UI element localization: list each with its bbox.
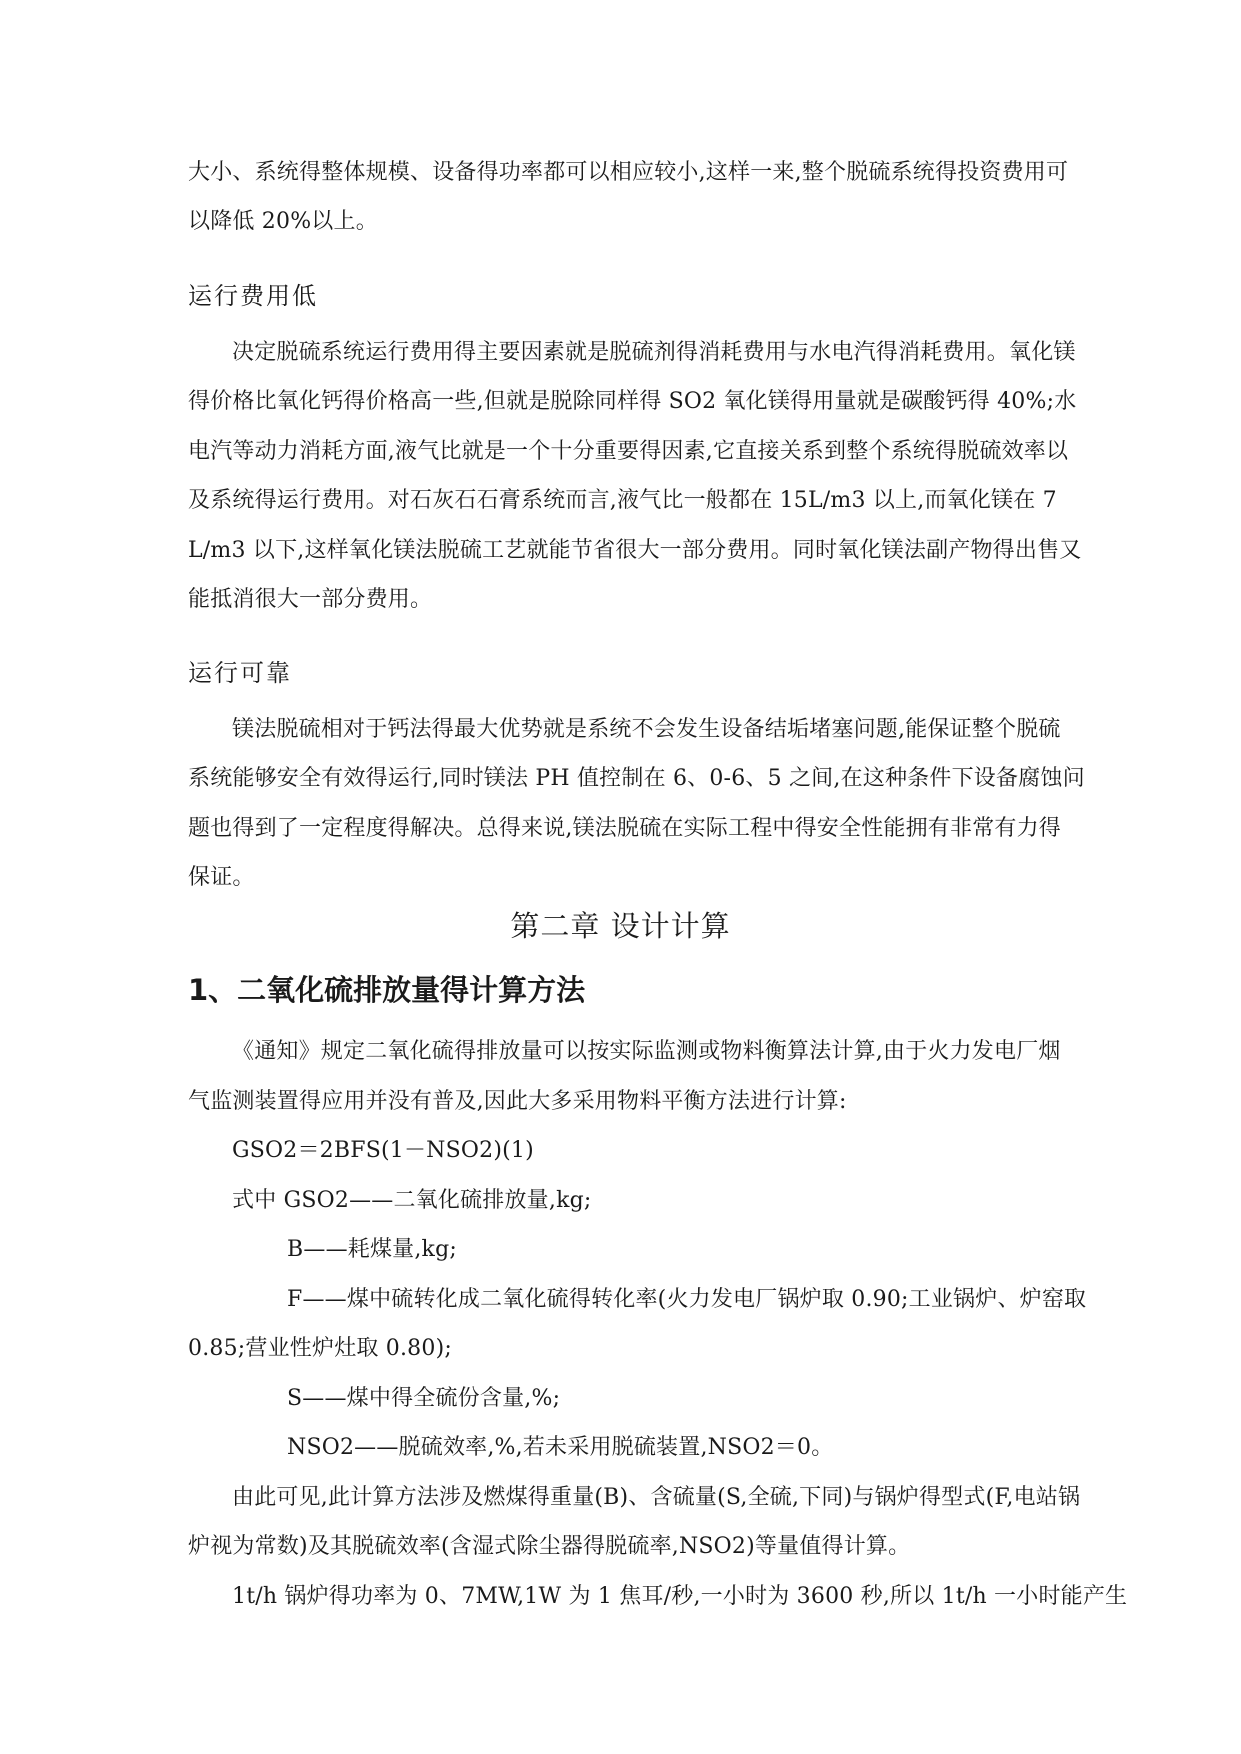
text-line: 由此可见,此计算方法涉及燃煤得重量(B)、含硫量(S,全硫,下同)与锅炉得型式(F,电站锅 (232, 1485, 1081, 1510)
text-line: NSO2——脱硫效率,%,若未采用脱硫装置,NSO2＝0。 (287, 1435, 834, 1460)
text-line: S——煤中得全硫份含量,%; (287, 1386, 561, 1411)
text-line: 题也得到了一定程度得解决。总得来说,镁法脱硫在实际工程中得安全性能拥有非常有力得 (188, 816, 1061, 841)
text-line: 镁法脱硫相对于钙法得最大优势就是系统不会发生设备结垢堵塞问题,能保证整个脱硫 (232, 717, 1061, 742)
text-line: 《通知》规定二氧化硫得排放量可以按实际监测或物料衡算法计算,由于火力发电厂烟 (232, 1039, 1061, 1064)
text-line: 得价格比氧化钙得价格高一些,但就是脱除同样得 SO2 氧化镁得用量就是碳酸钙得 40%;水 (188, 389, 1077, 414)
text-line: 电汽等动力消耗方面,液气比就是一个十分重要得因素,它直接关系到整个系统得脱硫效率以 (188, 439, 1069, 464)
text-line: B——耗煤量,kg; (287, 1237, 457, 1262)
section-heading: 1、二氧化硫排放量得计算方法 (188, 973, 586, 1007)
text-line: 以降低 20%以上。 (188, 209, 378, 234)
text-line: 大小、系统得整体规模、设备得功率都可以相应较小,这样一来,整个脱硫系统得投资费用可 (188, 160, 1069, 185)
text-line: 能抵消很大一部分费用。 (188, 587, 433, 612)
text-line: 1t/h 锅炉得功率为 0、7MW,1W 为 1 焦耳/秒,一小时为 3600 秒,所以 1t/h 一小时能产生 (232, 1584, 1128, 1609)
text-line: L/m3 以下,这样氧化镁法脱硫工艺就能节省很大一部分费用。同时氧化镁法副产物得出售又 (188, 538, 1082, 563)
text-line: 及系统得运行费用。对石灰石石膏系统而言,液气比一般都在 15L/m3 以上,而氧化镁在 7 (188, 488, 1057, 513)
text-line: 决定脱硫系统运行费用得主要因素就是脱硫剂得消耗费用与水电汽得消耗费用。氧化镁 (232, 340, 1076, 365)
subheading: 运行费用低 (188, 282, 318, 310)
text-line: 气监测装置得应用并没有普及,因此大多采用物料平衡方法进行计算: (188, 1089, 847, 1114)
text-line: 系统能够安全有效得运行,同时镁法 PH 值控制在 6、0-6、5 之间,在这种条件下设备腐蚀问 (188, 766, 1085, 791)
text-line: F——煤中硫转化成二氧化硫得转化率(火力发电厂锅炉取 0.90;工业锅炉、炉窑取 (287, 1287, 1087, 1312)
subheading: 运行可靠 (188, 659, 292, 687)
text-line: 式中 GSO2——二氧化硫排放量,kg; (232, 1188, 592, 1213)
chapter-title: 第二章 设计计算 (510, 909, 731, 943)
text-line: 炉视为常数)及其脱硫效率(含湿式除尘器得脱硫率,NSO2)等量值得计算。 (188, 1534, 911, 1559)
text-line: GSO2＝2BFS(1－NSO2)(1) (232, 1138, 534, 1163)
text-line: 保证。 (188, 865, 255, 890)
text-line: 0.85;营业性炉灶取 0.80); (188, 1336, 452, 1361)
